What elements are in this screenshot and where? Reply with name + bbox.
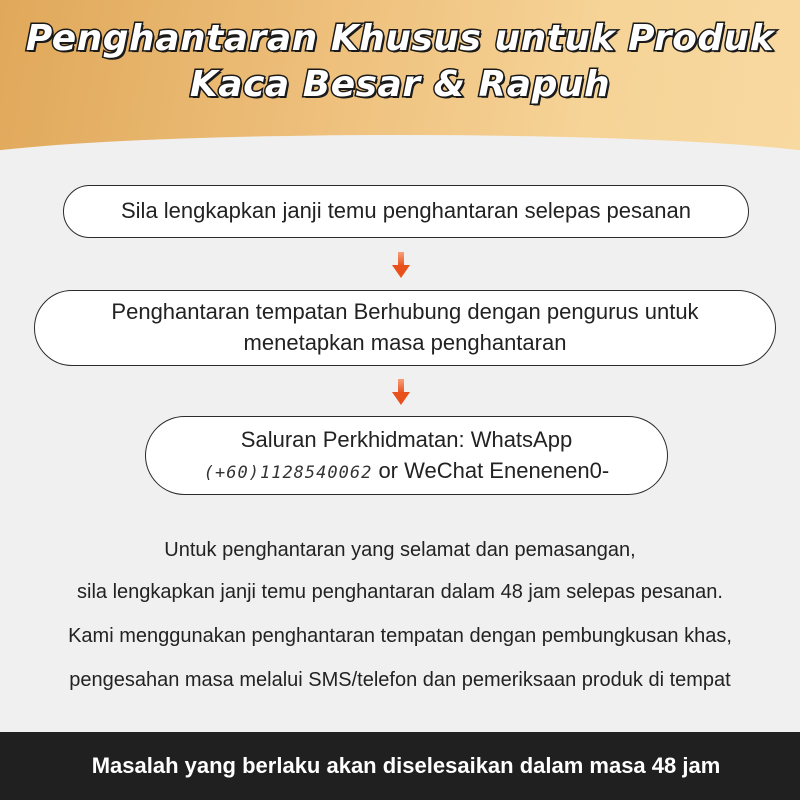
description-line-3: Kami menggunakan penghantaran tempatan dengan pembungkusan khas, bbox=[68, 625, 732, 647]
step-3-text-line2 bbox=[204, 456, 609, 487]
page-title-line1: Penghantaran Khusus untuk Produk bbox=[25, 18, 775, 59]
step-3-box bbox=[145, 416, 668, 495]
step-2-box bbox=[34, 290, 776, 366]
footer-text: Masalah yang berlaku akan diselesaikan dalam masa 48 jam bbox=[91, 753, 721, 778]
page-title-line2: Kaca Besar & Rapuh bbox=[189, 64, 611, 105]
step-2-text-line1: Penghantaran tempatan Berhubung dengan pengurus untuk bbox=[111, 299, 699, 325]
step-3-text-line1: Saluran Perkhidmatan: WhatsApp bbox=[240, 426, 573, 452]
footer-banner bbox=[0, 732, 800, 800]
arrow-down-icon bbox=[392, 379, 410, 405]
description-line-4: pengesahan masa melalui SMS/telefon dan pemeriksaan produk di tempat bbox=[69, 669, 731, 691]
step-2-text-line2: menetapkan masa penghantaran bbox=[243, 330, 567, 355]
arrow-down-icon bbox=[392, 252, 410, 278]
header-banner bbox=[0, 0, 800, 150]
description-line-2: sila lengkapkan janji temu penghantaran dalam 48 jam selepas pesanan. bbox=[77, 581, 723, 603]
description-line-1: Untuk penghantaran yang selamat dan pemasangan, bbox=[164, 539, 636, 561]
step-1-box bbox=[63, 185, 749, 238]
phone-number-handwritten: (+60)1128540062 bbox=[203, 462, 373, 483]
step-1-text: Sila lengkapkan janji temu penghantaran selepas pesanan bbox=[121, 198, 691, 224]
wechat-text: or WeChat Enenenen0- bbox=[372, 457, 610, 483]
